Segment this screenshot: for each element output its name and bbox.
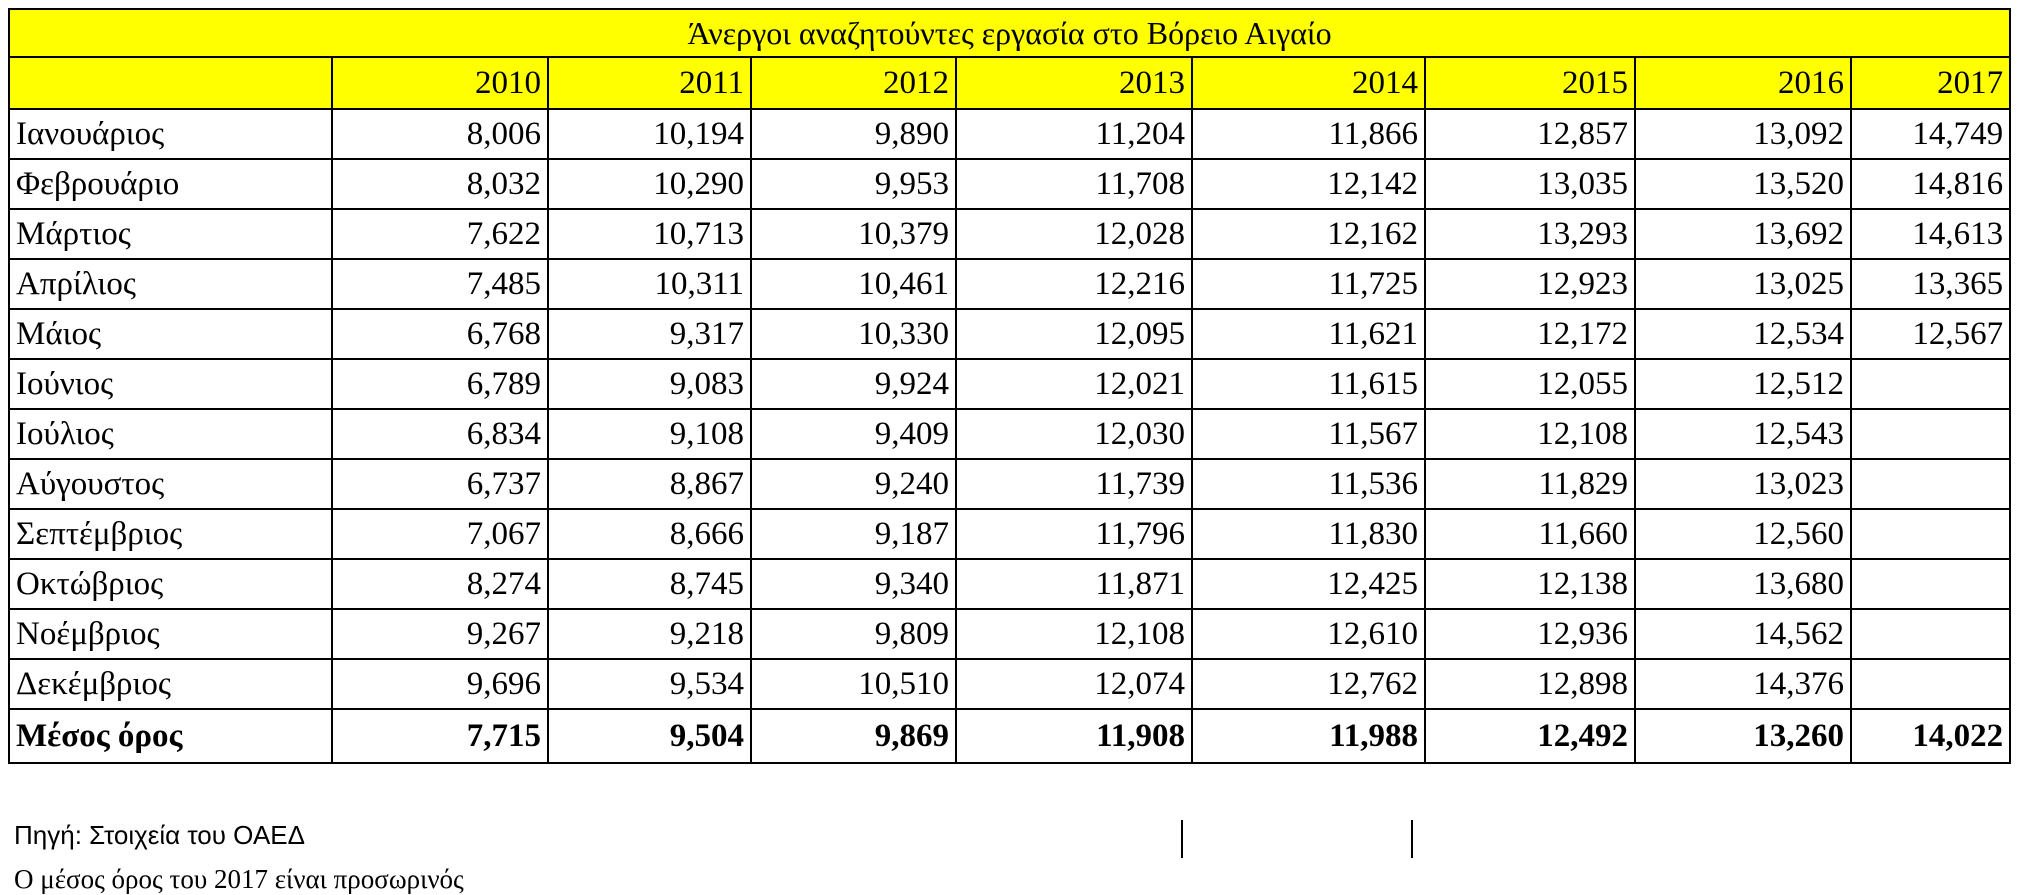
value-cell: 12,492	[1425, 709, 1635, 763]
value-cell: 6,789	[332, 359, 548, 409]
value-cell: 11,621	[1192, 309, 1425, 359]
value-cell: 9,240	[751, 459, 956, 509]
value-cell: 9,809	[751, 609, 956, 659]
value-cell: 7,485	[332, 259, 548, 309]
value-cell: 8,006	[332, 109, 548, 159]
unemployment-table	[8, 8, 2011, 764]
value-cell	[1851, 409, 2010, 459]
value-cell	[1851, 509, 2010, 559]
value-cell: 8,867	[548, 459, 751, 509]
value-cell: 6,834	[332, 409, 548, 459]
value-cell: 10,194	[548, 109, 751, 159]
year-header: 2011	[548, 57, 751, 109]
value-cell: 12,138	[1425, 559, 1635, 609]
value-cell: 10,379	[751, 209, 956, 259]
table-title: Άνεργοι αναζητούντες εργασία στο Βόρειο Αιγαίο	[9, 9, 2010, 57]
value-cell: 8,274	[332, 559, 548, 609]
value-cell: 11,536	[1192, 459, 1425, 509]
value-cell: 11,871	[956, 559, 1192, 609]
row-label: Ιούνιος	[9, 359, 332, 409]
average-row	[9, 709, 2010, 763]
value-cell: 14,613	[1851, 209, 2010, 259]
value-cell: 9,696	[332, 659, 548, 709]
row-label: Φεβρουάριο	[9, 159, 332, 209]
source-note: Πηγή: Στοιχεία του ΟΑΕΔ	[14, 820, 305, 850]
value-cell: 6,737	[332, 459, 548, 509]
row-label: Νοέμβριος	[9, 609, 332, 659]
value-cell: 12,216	[956, 259, 1192, 309]
value-cell: 13,092	[1635, 109, 1851, 159]
value-cell: 11,988	[1192, 709, 1425, 763]
value-cell: 12,055	[1425, 359, 1635, 409]
table-row	[9, 309, 2010, 359]
year-header: 2013	[956, 57, 1192, 109]
value-cell: 7,067	[332, 509, 548, 559]
value-cell: 11,829	[1425, 459, 1635, 509]
table-row	[9, 559, 2010, 609]
value-cell: 14,376	[1635, 659, 1851, 709]
value-cell	[1851, 559, 2010, 609]
value-cell: 11,830	[1192, 509, 1425, 559]
row-label: Μάρτιος	[9, 209, 332, 259]
value-cell: 9,218	[548, 609, 751, 659]
table-row	[9, 259, 2010, 309]
value-cell: 10,311	[548, 259, 751, 309]
value-cell: 9,953	[751, 159, 956, 209]
value-cell: 9,890	[751, 109, 956, 159]
value-cell: 9,504	[548, 709, 751, 763]
value-cell: 13,035	[1425, 159, 1635, 209]
value-cell: 12,936	[1425, 609, 1635, 659]
value-cell: 10,290	[548, 159, 751, 209]
value-cell: 12,142	[1192, 159, 1425, 209]
value-cell: 12,610	[1192, 609, 1425, 659]
value-cell: 9,267	[332, 609, 548, 659]
row-label: Ιανουάριος	[9, 109, 332, 159]
value-cell: 13,023	[1635, 459, 1851, 509]
value-cell: 12,172	[1425, 309, 1635, 359]
row-label: Αύγουστος	[9, 459, 332, 509]
value-cell: 8,745	[548, 559, 751, 609]
header-corner-cell	[9, 57, 332, 109]
value-cell: 13,293	[1425, 209, 1635, 259]
value-cell: 12,560	[1635, 509, 1851, 559]
value-cell: 12,923	[1425, 259, 1635, 309]
value-cell: 11,908	[956, 709, 1192, 763]
value-cell: 12,512	[1635, 359, 1851, 409]
provisional-note: Ο μέσος όρος του 2017 είναι προσωρινός	[14, 864, 464, 894]
value-cell: 12,898	[1425, 659, 1635, 709]
value-cell: 14,562	[1635, 609, 1851, 659]
value-cell: 11,708	[956, 159, 1192, 209]
row-label: Ιούλιος	[9, 409, 332, 459]
value-cell: 11,866	[1192, 109, 1425, 159]
table-row	[9, 609, 2010, 659]
value-cell: 12,543	[1635, 409, 1851, 459]
value-cell	[1851, 609, 2010, 659]
year-header: 2016	[1635, 57, 1851, 109]
row-label: Μέσος όρος	[9, 709, 332, 763]
value-cell: 8,666	[548, 509, 751, 559]
value-cell: 12,162	[1192, 209, 1425, 259]
year-header: 2017	[1851, 57, 2010, 109]
value-cell: 11,725	[1192, 259, 1425, 309]
grid-line-stub	[1181, 820, 1183, 858]
value-cell: 12,534	[1635, 309, 1851, 359]
year-header: 2012	[751, 57, 956, 109]
table-row	[9, 659, 2010, 709]
value-cell: 9,340	[751, 559, 956, 609]
value-cell: 9,409	[751, 409, 956, 459]
value-cell: 13,692	[1635, 209, 1851, 259]
value-cell: 12,028	[956, 209, 1192, 259]
value-cell: 9,083	[548, 359, 751, 409]
value-cell: 9,869	[751, 709, 956, 763]
value-cell: 12,567	[1851, 309, 2010, 359]
year-header: 2010	[332, 57, 548, 109]
value-cell: 14,022	[1851, 709, 2010, 763]
value-cell: 7,715	[332, 709, 548, 763]
value-cell: 9,187	[751, 509, 956, 559]
row-label: Απρίλιος	[9, 259, 332, 309]
grid-line-stub	[1411, 820, 1413, 858]
value-cell: 11,204	[956, 109, 1192, 159]
value-cell	[1851, 459, 2010, 509]
value-cell: 10,461	[751, 259, 956, 309]
value-cell: 11,660	[1425, 509, 1635, 559]
value-cell: 13,025	[1635, 259, 1851, 309]
spreadsheet-table-container	[8, 8, 2009, 764]
value-cell: 9,534	[548, 659, 751, 709]
row-label: Δεκέμβριος	[9, 659, 332, 709]
value-cell: 10,330	[751, 309, 956, 359]
value-cell: 11,567	[1192, 409, 1425, 459]
row-label: Σεπτέμβριος	[9, 509, 332, 559]
table-row	[9, 109, 2010, 159]
table-row	[9, 459, 2010, 509]
value-cell: 6,768	[332, 309, 548, 359]
value-cell: 14,816	[1851, 159, 2010, 209]
row-label: Οκτώβριος	[9, 559, 332, 609]
value-cell: 9,108	[548, 409, 751, 459]
value-cell: 13,520	[1635, 159, 1851, 209]
table-footer	[8, 820, 2009, 894]
value-cell: 13,680	[1635, 559, 1851, 609]
value-cell: 12,021	[956, 359, 1192, 409]
value-cell: 12,030	[956, 409, 1192, 459]
value-cell: 13,260	[1635, 709, 1851, 763]
row-label: Μάιος	[9, 309, 332, 359]
value-cell: 9,924	[751, 359, 956, 409]
value-cell: 10,713	[548, 209, 751, 259]
table-row	[9, 159, 2010, 209]
value-cell	[1851, 359, 2010, 409]
value-cell: 12,108	[956, 609, 1192, 659]
year-header: 2014	[1192, 57, 1425, 109]
value-cell: 13,365	[1851, 259, 2010, 309]
year-header-row	[9, 57, 2010, 109]
value-cell: 12,074	[956, 659, 1192, 709]
value-cell: 11,796	[956, 509, 1192, 559]
value-cell: 14,749	[1851, 109, 2010, 159]
value-cell: 12,108	[1425, 409, 1635, 459]
table-row	[9, 509, 2010, 559]
table-row	[9, 409, 2010, 459]
value-cell: 12,762	[1192, 659, 1425, 709]
value-cell: 12,857	[1425, 109, 1635, 159]
value-cell: 12,425	[1192, 559, 1425, 609]
table-row	[9, 359, 2010, 409]
value-cell: 11,615	[1192, 359, 1425, 409]
value-cell	[1851, 659, 2010, 709]
table-row	[9, 209, 2010, 259]
value-cell: 9,317	[548, 309, 751, 359]
value-cell: 7,622	[332, 209, 548, 259]
value-cell: 10,510	[751, 659, 956, 709]
title-row	[9, 9, 2010, 57]
value-cell: 11,739	[956, 459, 1192, 509]
value-cell: 8,032	[332, 159, 548, 209]
year-header: 2015	[1425, 57, 1635, 109]
value-cell: 12,095	[956, 309, 1192, 359]
